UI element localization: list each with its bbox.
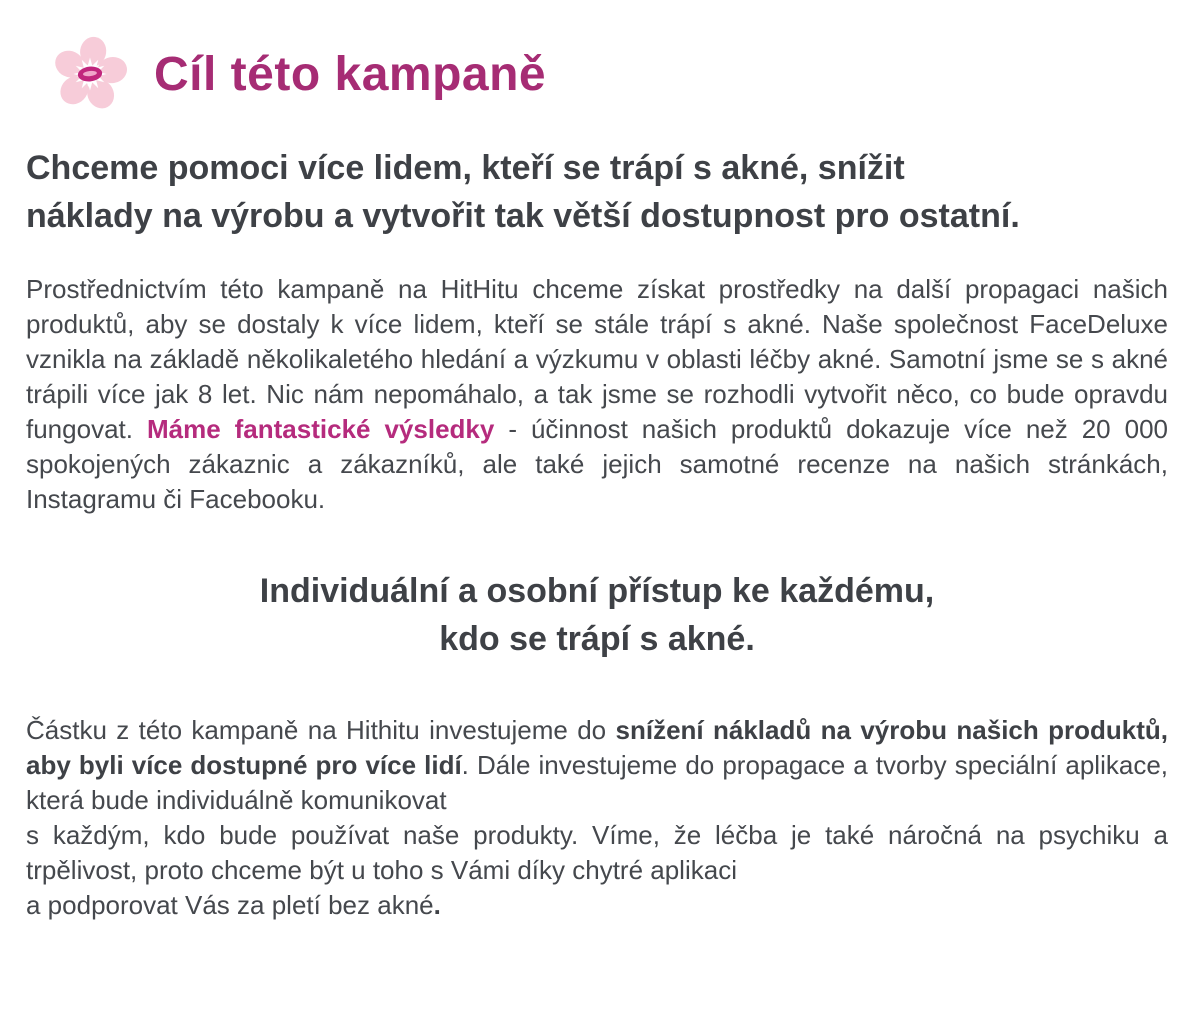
- paragraph-investment: [26, 713, 1168, 923]
- mid-heading: [26, 567, 1168, 663]
- section-header: [46, 34, 1168, 114]
- text-run: a podporovat Vás za pletí bez akné: [26, 890, 434, 920]
- mid-heading-line2: kdo se trápí s akné.: [439, 620, 755, 658]
- intro-heading: [26, 144, 1168, 240]
- mid-heading-line1: Individuální a osobní přístup ke každému,: [259, 572, 935, 610]
- text-run: Částku z této kampaně na Hithitu investujeme do: [26, 715, 616, 745]
- text-run: Prostřednictvím této kampaně na HitHitu chceme získat prostředky na další propagaci našich produktů, aby se dostaly k více lidem, kteří se stále trápí s akné. Naše společnost FaceDeluxe vznikla na základě několikaletého hledání a výzkumu v oblasti léčby akné. Samotní jsme se s akné trápili více jak 8 let. Nic nám nepomáhalo, a tak jsme se rozhodli vytvořit něco, co bude opravdu fungovat.: [26, 274, 1168, 444]
- flower-icon: [46, 34, 134, 114]
- paragraph-campaign-goal: [26, 272, 1168, 517]
- bold-run-costs: snížení nákladů na výrobu našich produktů, aby byli více dostupné pro více lidí: [26, 715, 1168, 780]
- intro-heading-line2: náklady na výrobu a vytvořit tak větší dostupnost pro ostatní.: [26, 197, 1020, 235]
- text-run: . Dále investujeme do propagace a tvorby speciální aplikace, která bude individuálně komunikovat: [26, 750, 1168, 815]
- intro-heading-line1: Chceme pomoci více lidem, kteří se trápí s akné, snížit: [26, 149, 905, 187]
- page-title: Cíl této kampaně: [154, 47, 547, 101]
- text-run: - účinnost našich produktů dokazuje více než 20 000 spokojených zákaznic a zákazníků, ale také jejich samotné recenze na našich stránkách, Instagramu či Facebooku.: [26, 414, 1169, 514]
- bold-run-period: .: [433, 890, 441, 920]
- highlight-fantastic-results: Máme fantastické výsledky: [146, 414, 495, 444]
- text-run: s každým, kdo bude používat naše produkty. Víme, že léčba je také náročná na psychiku a trpělivost, proto chceme být u toho s Vámi díky chytré aplikaci: [26, 820, 1168, 885]
